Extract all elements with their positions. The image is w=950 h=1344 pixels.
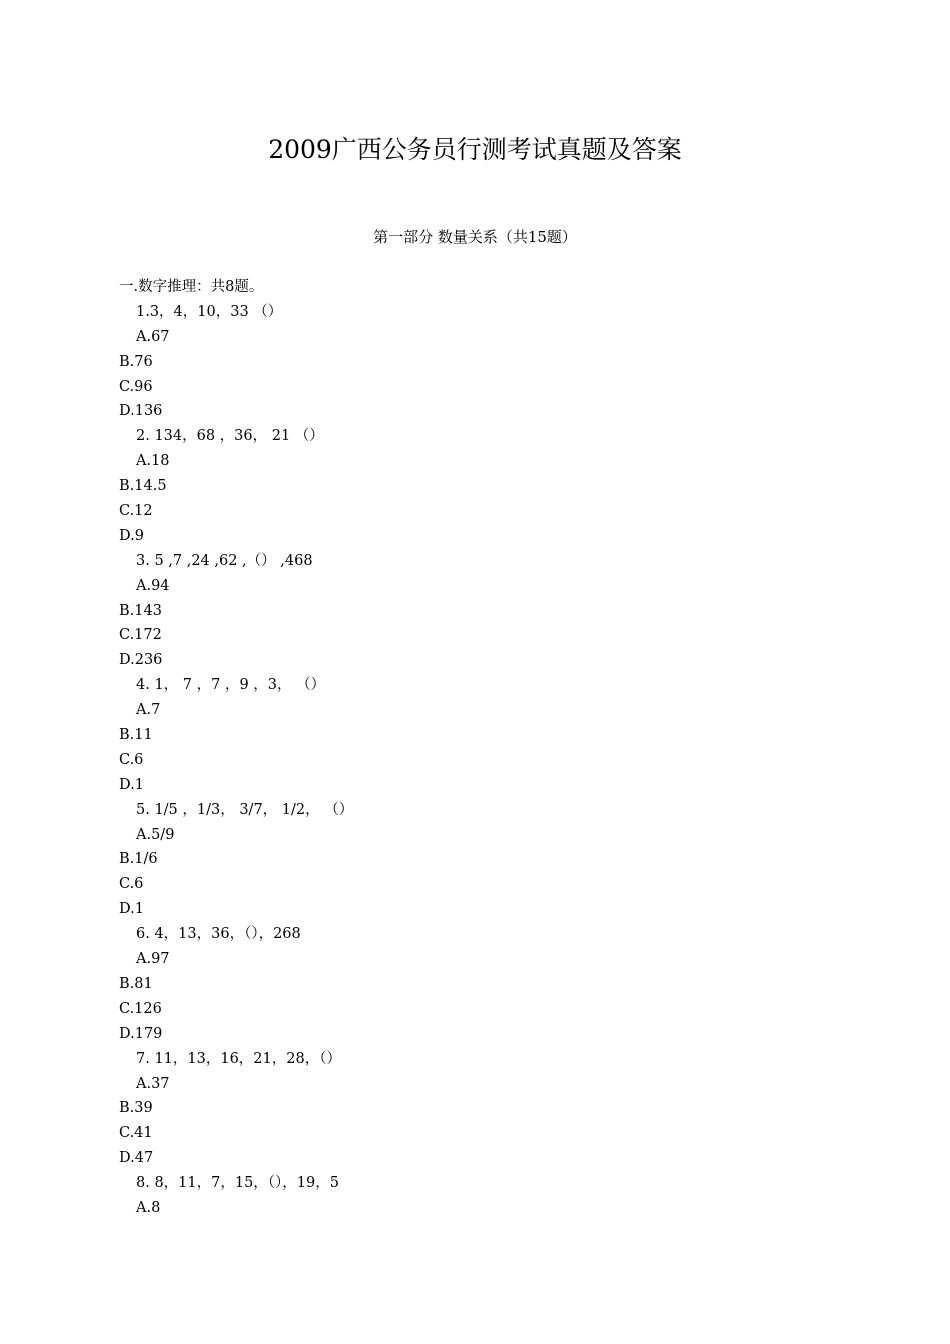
document-line: 6. 4，13，36，（），268 bbox=[136, 926, 301, 943]
document-line: B.39 bbox=[119, 1100, 153, 1117]
document-line: C.96 bbox=[119, 378, 153, 395]
document-line: C.6 bbox=[119, 876, 144, 893]
document-line: 8. 8，11，7，15，（），19，5 bbox=[136, 1175, 339, 1192]
document-line: D.179 bbox=[119, 1025, 163, 1042]
document-line: C.126 bbox=[119, 1000, 162, 1017]
document-title: 2009广西公务员行测考试真题及答案 bbox=[268, 135, 682, 164]
document-line: A.67 bbox=[136, 328, 170, 345]
document-line: D.1 bbox=[119, 776, 144, 793]
document-line: 4. 1， 7 ，7 ，9 ，3， （） bbox=[136, 677, 326, 694]
document-line: B.14.5 bbox=[119, 478, 167, 495]
document-line: B.81 bbox=[119, 975, 153, 992]
document-line: D.1 bbox=[119, 901, 144, 918]
document-line: B.76 bbox=[119, 353, 153, 370]
document-line: A.7 bbox=[136, 702, 161, 719]
document-line: C.12 bbox=[119, 503, 153, 520]
document-line: B.11 bbox=[119, 727, 153, 744]
document-line: D.9 bbox=[119, 527, 144, 544]
document-line: D.47 bbox=[119, 1150, 154, 1167]
question-list bbox=[119, 275, 879, 1221]
document-line: 3. 5 ,7 ,24 ,62 ,（） ,468 bbox=[136, 552, 313, 569]
document-line: 7. 11，13，16，21，28，（） bbox=[136, 1050, 341, 1067]
document-line: A.18 bbox=[136, 453, 170, 470]
document-line: 一.数字推理：共8题。 bbox=[119, 279, 264, 295]
document-line: A.5/9 bbox=[136, 826, 175, 843]
document-line: B.1/6 bbox=[119, 851, 158, 868]
document-line: C.41 bbox=[119, 1125, 153, 1142]
document-line: C.172 bbox=[119, 627, 162, 644]
section-heading: 第一部分 数量关系（共15题） bbox=[373, 228, 577, 246]
document-line: A.37 bbox=[136, 1075, 170, 1092]
document-line: D.136 bbox=[119, 403, 163, 420]
document-line: C.6 bbox=[119, 751, 144, 768]
document-line: B.143 bbox=[119, 602, 162, 619]
document-line: A.94 bbox=[136, 577, 170, 594]
document-line: A.97 bbox=[136, 951, 170, 968]
document-line: D.236 bbox=[119, 652, 163, 669]
document-line: 5. 1/5 ，1/3， 3/7， 1/2， （） bbox=[136, 801, 354, 818]
document-line: 2. 134，68 ，36， 21 （） bbox=[136, 428, 324, 445]
document-line: A.8 bbox=[136, 1199, 161, 1216]
document-line: 1.3，4，10，33 （） bbox=[136, 303, 283, 320]
